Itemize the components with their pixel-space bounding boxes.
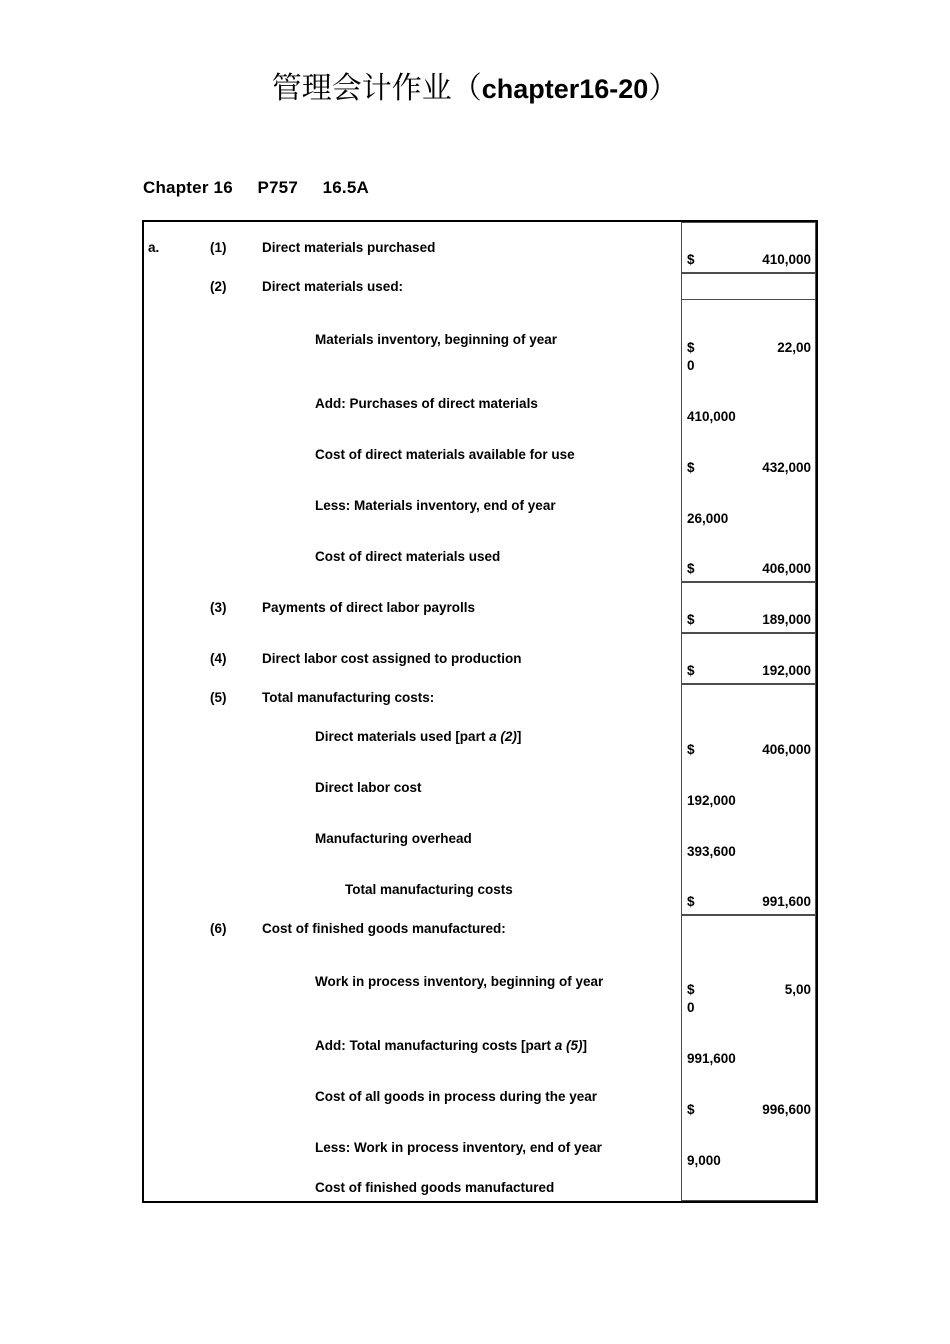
row-label-cell [144, 222, 681, 273]
row-label-cell [144, 684, 681, 711]
row-label-text: Materials inventory, beginning of year [315, 331, 558, 347]
row-value-cell [681, 711, 816, 762]
currency-symbol: $ [687, 561, 695, 576]
row-value-cell [681, 1173, 816, 1201]
cost-of-goods-manufactured-table [142, 220, 818, 1203]
row-label-cell [144, 429, 681, 480]
row-label-text: Total manufacturing costs [345, 882, 513, 897]
row-label-text: Direct labor cost [315, 780, 422, 795]
currency-symbol: $ [687, 612, 695, 627]
row-label-cell [144, 864, 681, 915]
row-label-cell [144, 273, 681, 300]
row-label-cell [144, 762, 681, 813]
row-label-text: Add: Purchases of direct materials [315, 396, 538, 411]
row-value-cell [681, 684, 816, 711]
row-amount-wrapped: 0 [687, 358, 695, 373]
row-label-text: Cost of all goods in process during the year [315, 1089, 598, 1104]
row-value-cell [681, 300, 816, 378]
row-value-cell [681, 762, 816, 813]
row-item-number: (3) [210, 600, 227, 615]
table-row [144, 300, 816, 378]
table-row [144, 864, 816, 915]
page-title-cjk-open: 管理会计作业（ [271, 72, 482, 105]
row-value-cell [681, 864, 816, 915]
row-value-cell [681, 531, 816, 582]
table-row [144, 222, 816, 273]
currency-symbol: $ [687, 894, 695, 909]
row-label-cell [144, 942, 681, 1020]
row-amount: 192,000 [762, 663, 811, 678]
table-body [144, 222, 816, 1201]
row-amount: 406,000 [762, 561, 811, 576]
row-label-text: Direct labor cost assigned to production [262, 651, 522, 666]
row-label-text: Cost of finished goods manufactured: [262, 921, 506, 936]
row-value-cell [681, 582, 816, 633]
row-label-text: Cost of finished goods manufactured [315, 1179, 555, 1195]
row-value-cell [681, 480, 816, 531]
row-label-text: Payments of direct labor payrolls [262, 600, 476, 615]
currency-symbol: $ [687, 252, 695, 267]
table-row [144, 378, 816, 429]
row-value-cell [681, 273, 816, 300]
table-row [144, 915, 816, 942]
row-amount: 9,000 [687, 1153, 721, 1168]
row-label-cell [144, 300, 681, 378]
row-label-cell [144, 1020, 681, 1071]
row-value-cell [681, 942, 816, 1020]
row-value-cell [681, 813, 816, 864]
row-label-text: Work in process inventory, beginning of year [315, 973, 604, 989]
row-amount: 189,000 [762, 612, 811, 627]
row-amount: 406,000 [762, 742, 811, 757]
row-label-text: Direct materials used [part a (2)] [315, 729, 522, 744]
accounting-schedule-table [144, 222, 816, 1201]
row-value-cell [681, 1122, 816, 1173]
currency-symbol: $ [687, 663, 695, 678]
row-value-cell [681, 1020, 816, 1071]
currency-symbol: $ [687, 982, 695, 997]
currency-symbol: $ [687, 340, 695, 355]
page-title-latin: chapter16-20 [481, 74, 649, 104]
row-amount: 393,600 [687, 844, 736, 859]
table-row [144, 429, 816, 480]
row-amount: 996,600 [762, 1102, 811, 1117]
row-label-text: Direct materials used: [262, 279, 404, 294]
table-row [144, 1173, 816, 1201]
table-row [144, 1071, 816, 1122]
row-amount: 5,00 [784, 982, 811, 997]
currency-symbol: $ [687, 1102, 695, 1117]
row-amount: 991,600 [687, 1051, 736, 1066]
currency-symbol: $ [687, 460, 695, 475]
row-amount: 991,600 [762, 894, 811, 909]
section-heading: Chapter 16 P757 16.5A [143, 178, 369, 197]
table-row [144, 762, 816, 813]
row-label-text: Cost of direct materials used [315, 549, 501, 564]
table-row [144, 480, 816, 531]
row-item-number: (5) [210, 690, 227, 705]
row-amount: 410,000 [762, 252, 811, 267]
row-label-text: Manufacturing overhead [315, 831, 472, 846]
row-label-text: Cost of direct materials available for use [315, 447, 575, 462]
row-label-cell [144, 813, 681, 864]
row-label-text: Add: Total manufacturing costs [part a (5)] [315, 1038, 588, 1053]
table-row [144, 633, 816, 684]
row-label-cell [144, 378, 681, 429]
table-row [144, 813, 816, 864]
page-title [0, 68, 950, 110]
table-row [144, 942, 816, 1020]
row-label-cell [144, 480, 681, 531]
row-amount: 22,00 [777, 340, 811, 355]
row-label-text: Direct materials purchased [262, 240, 436, 255]
table-row [144, 711, 816, 762]
row-amount: 192,000 [687, 793, 736, 808]
row-label-cell [144, 711, 681, 762]
row-label-cell [144, 1122, 681, 1173]
row-item-number: (4) [210, 651, 227, 666]
table-row [144, 273, 816, 300]
row-value-cell [681, 1071, 816, 1122]
row-label-cell [144, 1071, 681, 1122]
row-label-text: Total manufacturing costs: [262, 690, 435, 705]
table-row [144, 684, 816, 711]
table-row [144, 582, 816, 633]
row-label-cell [144, 915, 681, 942]
row-amount-wrapped: 0 [687, 1000, 695, 1015]
row-amount: 432,000 [762, 460, 811, 475]
row-label-cell [144, 1173, 681, 1201]
row-label-text: Less: Work in process inventory, end of year [315, 1140, 602, 1155]
row-label-cell [144, 582, 681, 633]
table-row [144, 1122, 816, 1173]
table-row [144, 1020, 816, 1071]
row-label-text: Less: Materials inventory, end of year [315, 498, 556, 513]
row-amount: 410,000 [687, 409, 736, 424]
currency-symbol: $ [687, 742, 695, 757]
row-section-letter: a. [148, 240, 160, 255]
row-amount: 26,000 [687, 511, 729, 526]
row-value-cell [681, 222, 816, 273]
row-item-number: (6) [210, 921, 227, 936]
table-row [144, 531, 816, 582]
row-item-number: (1) [210, 240, 227, 255]
page-title-cjk-close: ） [648, 72, 679, 105]
row-label-cell [144, 633, 681, 684]
row-item-number: (2) [210, 279, 227, 294]
row-value-cell [681, 378, 816, 429]
row-value-cell [681, 915, 816, 942]
row-value-cell [681, 633, 816, 684]
row-value-cell [681, 429, 816, 480]
row-label-cell [144, 531, 681, 582]
